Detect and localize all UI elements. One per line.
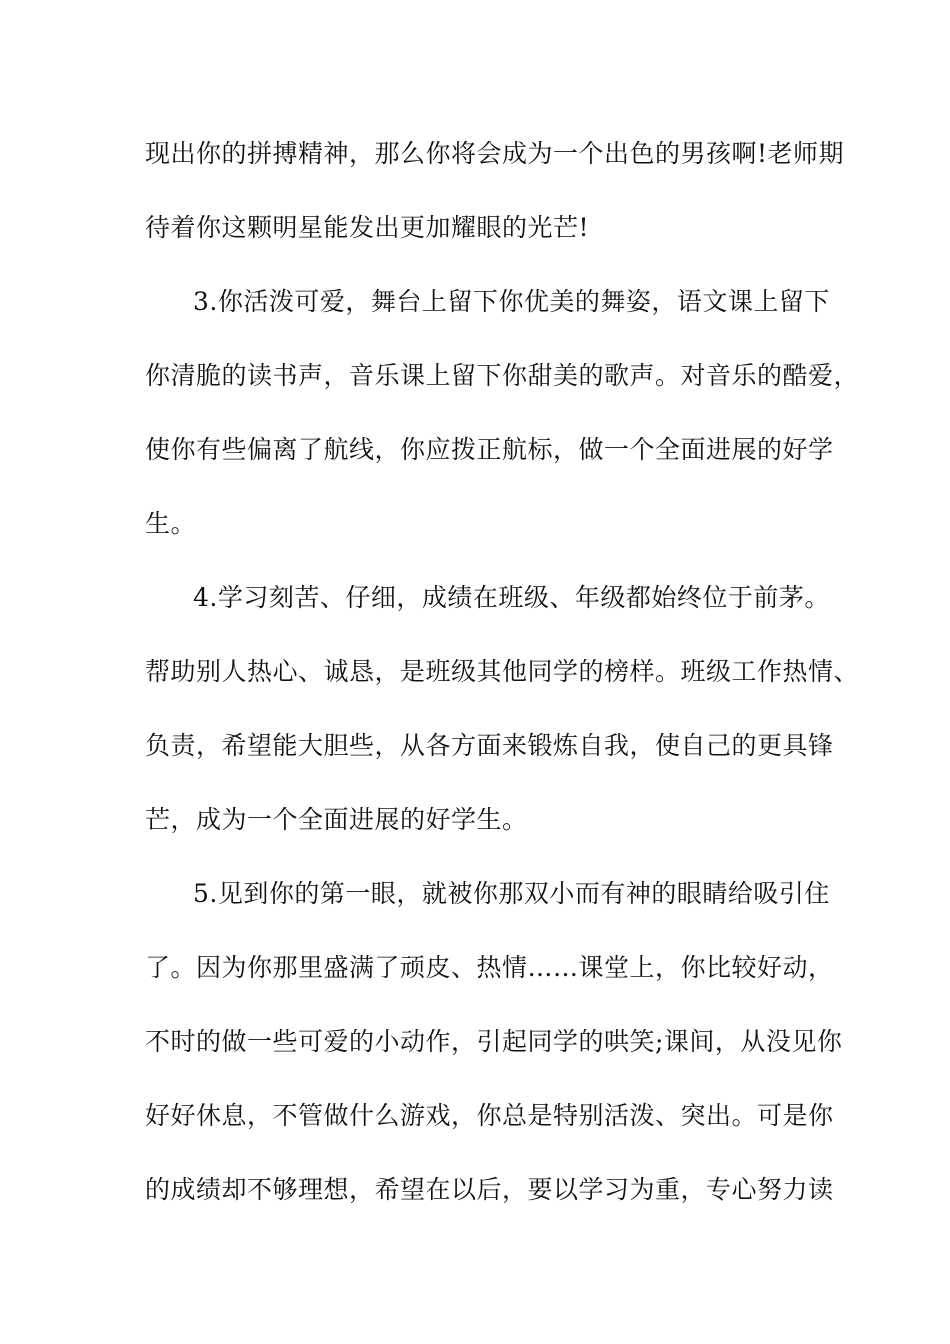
paragraph-5-start: 5.见到你的第一眼，就被你那双小而有神的眼睛给吸引住 xyxy=(193,879,830,908)
text-line: 不时的做一些可爱的小动作，引起同学的哄笑;课间，从没见你 xyxy=(145,1027,843,1056)
text-line: 好好休息，不管做什么游戏，你总是特别活泼、突出。可是你 xyxy=(145,1101,834,1130)
text-line: 待着你这颗明星能发出更加耀眼的光芒! xyxy=(145,213,590,242)
text-line: 了。因为你那里盛满了顽皮、热情……课堂上，你比较好动， xyxy=(145,953,834,982)
text-line: 你清脆的读书声，音乐课上留下你甜美的歌声。对音乐的酷爱， xyxy=(145,361,860,390)
text-line: 帮助别人热心、诚恳，是班级其他同学的榜样。班级工作热情、 xyxy=(145,657,860,686)
text-line: 现出你的拼搏精神，那么你将会成为一个出色的男孩啊!老师期 xyxy=(145,139,845,168)
text-line: 的成绩却不够理想，希望在以后，要以学习为重，专心努力读 xyxy=(145,1175,834,1204)
text-line: 负责，希望能大胆些，从各方面来锻炼自我，使自己的更具锋 xyxy=(145,731,834,760)
text-line: 使你有些偏离了航线，你应拨正航标，做一个全面进展的好学 xyxy=(145,435,834,464)
paragraph-4-start: 4.学习刻苦、仔细，成绩在班级、年级都始终位于前茅。 xyxy=(193,583,830,612)
paragraph-3-start: 3.你活泼可爱，舞台上留下你优美的舞姿，语文课上留下 xyxy=(193,287,830,316)
text-line: 生。 xyxy=(145,509,197,538)
text-line: 芒，成为一个全面进展的好学生。 xyxy=(145,805,528,834)
